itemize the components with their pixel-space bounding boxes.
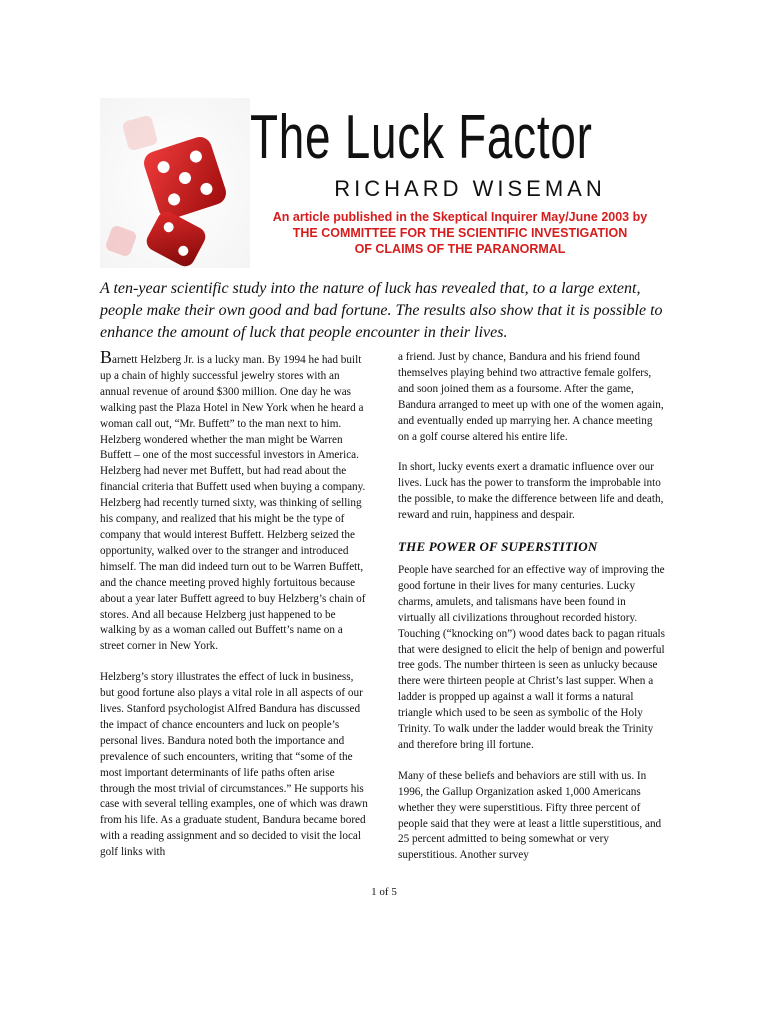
paragraph: Helzberg’s story illustrates the effect of luck in business, but good fortune also plays a vital role in all aspects of our lives. Stanford psychologist Alfred Bandura has discussed the impact of chance encounters and luck on people’s personal lives. Bandura noted both the importance and prevalence of such encounters, writing that “some of the most important determinants of life paths often arise through the most trivial of circumstances.” He supports his case with several telling examples, one of which was drawn from his life. As a graduate student, Bandura became bored with a reading assignment and so decided to visit the local golf links with (100, 671, 368, 859)
page-indicator: 1 of 5 (371, 886, 397, 898)
paragraph: In short, lucky events exert a dramatic influence over our lives. Luck has the power to transform the improbable into the possible, to make the difference between life and death, reward and ruin, happiness and despair. (398, 461, 664, 522)
publication-note-line: An article published in the Skeptical Inquirer May/June 2003 by (272, 210, 648, 224)
right-column (398, 350, 666, 879)
paragraph: People have searched for an effective way of improving the good fortune in their lives for many centuries. Lucky charms, amulets, and talismans have been found in virtually all civilizations throughout recorded history. Touching (“knocking on”) wood dates back to pagan rituals that were designed to elicit the help of benign and powerful tree gods. The number thirteen is seen as unlucky because there were thirteen people at Christ’s last supper. When a ladder is propped up against a wall it forms a natural triangle which used to be seen as symbolic of the Holy Trinity. To walk under the ladder would break the Trinity and therefore bring ill fortune. (398, 563, 666, 751)
section-heading: THE POWER OF SUPERSTITION (398, 539, 598, 555)
article-lede: A ten-year scientific study into the nature of luck has revealed that, to a large extent, people make their own good and bad fortune. The results also show that it is possible to enhance the amount of luck that people encounter in their lives. (100, 280, 663, 341)
publication-note-line: OF CLAIMS OF THE PARANORMAL (354, 242, 566, 256)
article-title: The Luck Factor (250, 103, 593, 172)
paragraph (100, 347, 368, 655)
publication-note (250, 209, 670, 257)
paragraph: Many of these beliefs and behaviors are still with us. In 1996, the Gallup Organization asked 1,000 Americans whether they were superstitious. Fifty three percent of people said that they were at least a little superstitious, and 25 percent admitted to being somewhat or very superstitious. Another survey (398, 769, 662, 862)
left-column (100, 347, 368, 876)
red-dice-illustration (100, 98, 250, 268)
paragraph-text: arnett Helzberg Jr. is a lucky man. By 1994 he had built up a chain of highly successful jewelry stores with an annual revenue of around $300 million. One day he was walking past the Plaza Hotel in New York when he heard a woman call out, “Mr. Buffett” to the man next to him. Helzberg wondered whether the man might be Warren Buffett – one of the most successful investors in America. Helzberg had never met Buffett, but had read about the financial criteria that Buffett used when buying a company. Helzberg had recently turned sixty, was thinking of selling his company, and realized that his might be the type of company that would interest Buffett. Helzberg seized the opportunity, walked over to the stranger and introduced himself. The man did indeed turn out to be Warren Buffett, and the chance meeting proved highly fortuitous because about a year later Buffett agreed to buy Helzberg’s chain of stores. And all because Helzberg just happened to be walking by as a woman called out Buffett’s name on a street corner in New York. (100, 354, 366, 653)
author-name: RICHARD WISEMAN (334, 176, 606, 201)
drop-cap: B (100, 347, 113, 367)
paragraph: a friend. Just by chance, Bandura and his friend found themselves playing behind two attractive female golfers, and soon joined them as a foursome. After the game, Bandura arranged to meet up with one of the women again, and eventually ended up marrying her. A chance meeting on a golf course altered his entire life. (398, 351, 664, 443)
publication-note-line: THE COMMITTEE FOR THE SCIENTIFIC INVESTIGATION (292, 226, 628, 240)
